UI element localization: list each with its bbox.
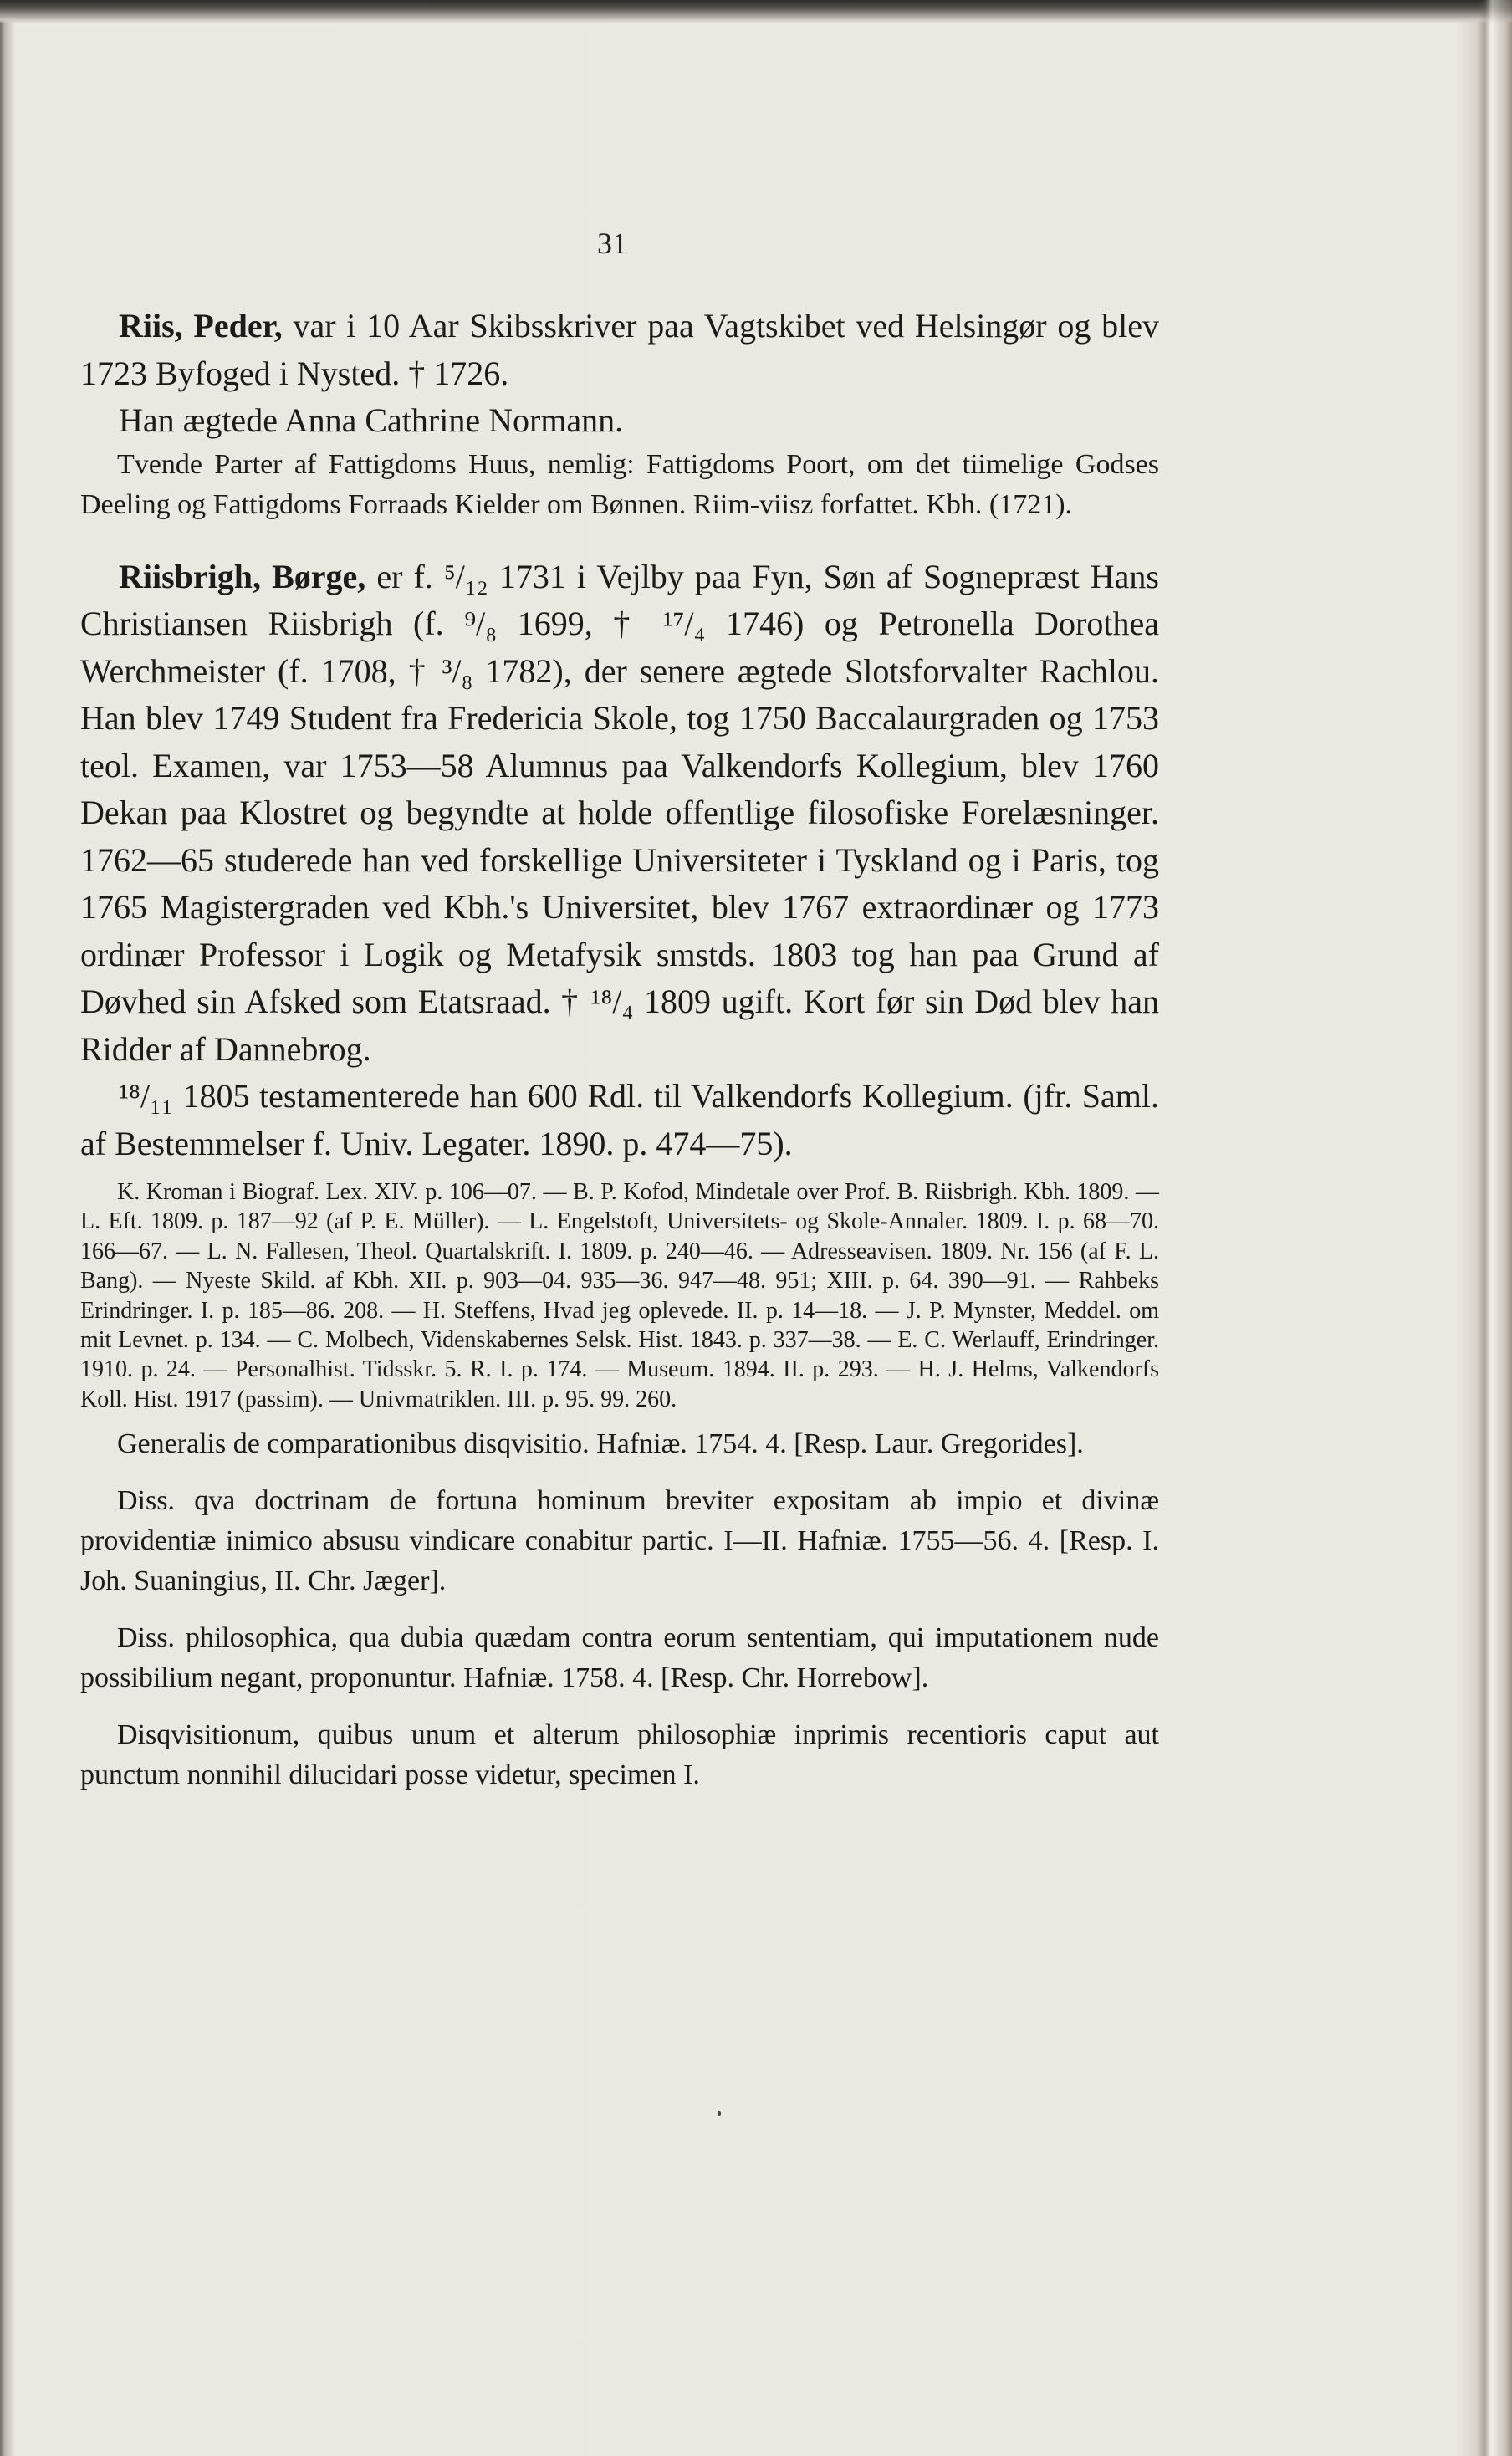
entry-name: Riisbrigh, Børge, [119,557,366,595]
entry-text: var i 10 Aar Skibsskriver paa Vagtskibet ved Helsingør og blev 1723 Byfoged i Nysted. † 1726. [80,307,1160,392]
work-title: Tvende Parter af Fattigdoms Huus, nemlig: Fattigdoms Poort, om det tiimelige Godses Deeling og Fattigdoms Forraads Kielder om Bønnen. Riim-viisz forfattet. Kbh. (1721). [80,448,1159,520]
entry-riis-peder [80,303,1159,525]
page-number: 31 [597,227,627,260]
marriage-note: Han ægtede Anna Cathrine Normann. [119,401,624,439]
ink-speck [718,2111,721,2116]
entry-paragraph [80,554,1159,1074]
work-title: Disqvisitionum, quibus unum et alterum philosophiæ inprimis recentioris caput aut punctum nonnihil dilucidari posse videtur, specimen I. [80,1719,1159,1791]
book-fore-edge [1479,0,1512,2456]
scan-top-shadow [0,0,1512,23]
legacy-note: ¹⁸/₁₁ 1805 testamenterede han 600 Rdl. til Valkendorfs Kollegium. (jfr. Saml. af Bestemmelser f. Univ. Legater. 1890. p. 474—75). [80,1077,1159,1162]
entry-name: Riis, Peder, [119,307,283,345]
entry-text: er f. ⁵/₁₂ 1731 i Vejlby paa Fyn, Søn af Sognepræst Hans Christiansen Riisbrigh (f. ⁹/₈ 1699, † ¹⁷/₄ 1746) og Petronella Dorothea Werchmeister (f. 1708, † ³/₈ 1782), der senere ægtede Slotsforvalter Rachlou. Han blev 1749 Student fra Fredericia Skole, tog 1750 Baccalaurgraden og 1753 teol. Examen, var 1753—58 Alumnus paa Valkendorfs Kollegium, blev 1760 Dekan paa Klostret og begyndte at holde offentlige filosofiske Forelæsninger. 1762—65 studerede han ved forskellige Universiteter i Tyskland og i Paris, tog 1765 Magistergraden ved Kbh.'s Universitet, blev 1767 extraordinær og 1773 ordinær Professor i Logik og Metafysik smstds. 1803 tog han paa Grund af Døvhed sin Afsked som Etatsraad. † ¹⁸/₄ 1809 ugift. Kort før sin Død blev han Ridder af Dannebrog. [80,557,1159,1068]
references: K. Kroman i Biograf. Lex. XIV. p. 106—07. — B. P. Kofod, Mindetale over Prof. B. Riisbrigh. Kbh. 1809. — L. Eft. 1809. p. 187—92 (af P. E. Müller). — L. Engelstoft, Universitets- og Skole-Annaler. 1809. I. p. 68—70. 166—67. — L. N. Fallesen, Theol. Quartalskrift. I. 1809. p. 240—46. — Adresseavisen. 1809. Nr. 156 (af F. L. Bang). — Nyeste Skild. af Kbh. XII. p. 903—04. 935—36. 947—48. 951; XIII. p. 64. 390—91. — Rahbeks Erindringer. I. p. 185—86. 208. — H. Steffens, Hvad jeg oplevede. II. p. 14—18. — J. P. Mynster, Meddel. om mit Levnet. p. 134. — C. Molbech, Videnskabernes Selsk. Hist. 1843. p. 337—38. — E. C. Werlauff, Erindringer. 1910. p. 24. — Personalhist. Tidsskr. 5. R. I. p. 174. — Museum. 1894. II. p. 293. — H. J. Helms, Valkendorfs Koll. Hist. 1917 (passim). — Univmatriklen. III. p. 95. 99. 260. [80,1179,1159,1412]
work-title: Diss. qva doctrinam de fortuna hominum breviter expositam ab impio et divinæ providentiæ inimico absusu vindicare conabitur partic. I—II. Hafniæ. 1755—56. 4. [Resp. I. Joh. Suaningius, II. Chr. Jæger]. [80,1485,1159,1597]
work-title: Generalis de comparationibus disqvisitio. Hafniæ. 1754. 4. [Resp. Laur. Gregorides]. [117,1428,1084,1460]
entry-paragraph [80,303,1159,397]
entry-riisbrigh-borge [80,554,1159,1796]
page-text [80,219,1159,1795]
work-title: Diss. philosophica, qua dubia quædam contra eorum sententiam, qui imputationem nude possibilium negant, proponuntur. Hafniæ. 1758. 4. [Resp. Chr. Horrebow]. [80,1622,1159,1694]
